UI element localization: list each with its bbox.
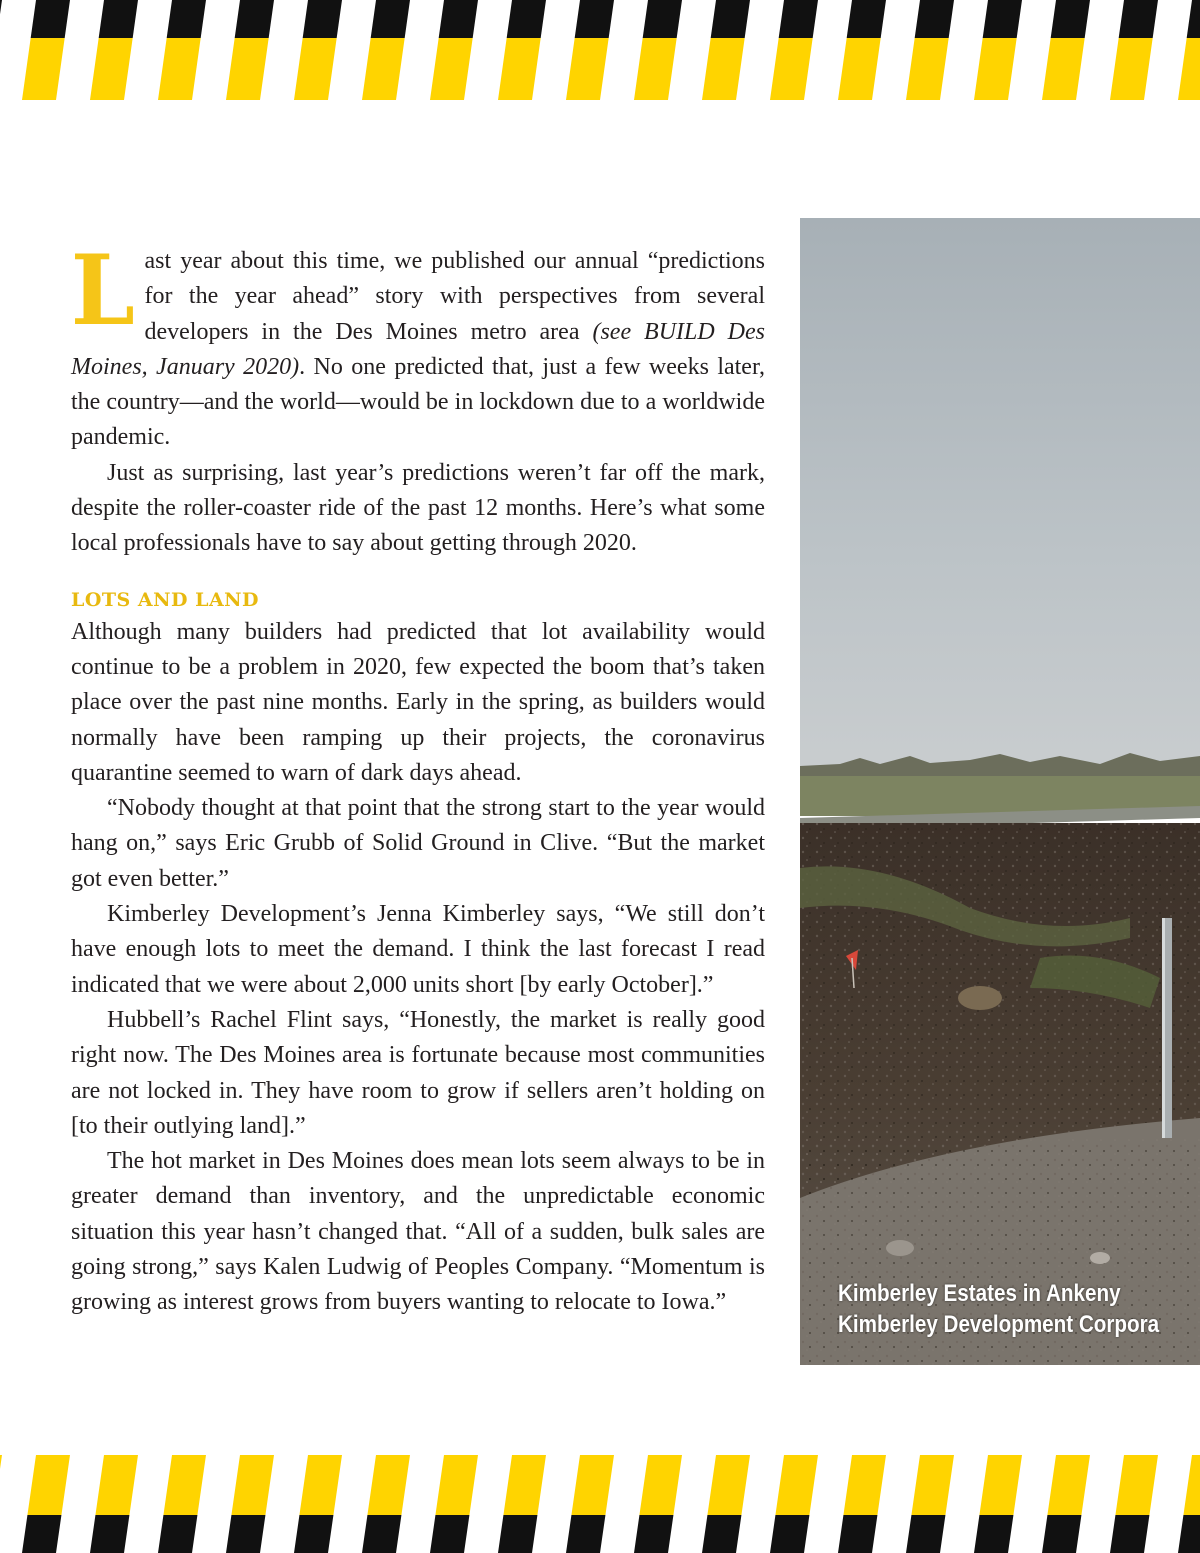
kimberley-estates-photo bbox=[800, 218, 1200, 1365]
top-caution-stripe bbox=[0, 0, 1200, 100]
intro-text-a: ast year about this time, we published our annual “predictions for the year ahead” story with perspectives from several developers in the Des Moines metro area bbox=[144, 248, 765, 345]
article-body bbox=[70, 234, 766, 1321]
photo-caption bbox=[838, 1278, 1200, 1340]
bottom-stripe-graphic bbox=[0, 1455, 1200, 1553]
paragraph-6: Hubbell’s Rachel Flint says, “Honestly, the market is really good right now. The Des Moines area is fortunate because most communities are not locked in. They have room to grow if sellers aren’t holding on [to their outlying land].” bbox=[71, 1006, 765, 1139]
top-stripe-graphic bbox=[0, 0, 1200, 100]
paragraph-2: Just as surprising, last year’s predictions weren’t far off the mark, despite the roller-coaster ride of the past 12 months. Here’s what some local professionals have to say about getting through 2020. bbox=[71, 459, 765, 557]
section-heading-lots-and-land: LOTS AND LAND bbox=[71, 588, 260, 611]
caption-line-1: Kimberley Estates in Ankeny bbox=[838, 1280, 1121, 1307]
drop-cap: L bbox=[70, 234, 135, 347]
intro-text-b: . No one predicted that, just a few weeks later, the country—and the world—would be in lockdown due to a worldwide pandemic. bbox=[71, 353, 765, 451]
bottom-caution-stripe bbox=[0, 1455, 1200, 1553]
landscape-illustration bbox=[800, 218, 1200, 1365]
paragraph-5: Kimberley Development’s Jenna Kimberley says, “We still don’t have enough lots to meet the demand. I think the last forecast I read indicated that we were about 2,000 units short [by early October].” bbox=[71, 901, 765, 998]
paragraph-3: Although many builders had predicted that lot availability would continue to be a problem in 2020, few expected the boom that’s taken place over the past nine months. Early in the spring, as builders would normally have been ramping up their projects, the coronavirus quarantine seemed to warn of dark days ahead. bbox=[71, 618, 765, 786]
paragraph-7: The hot market in Des Moines does mean lots seem always to be in greater demand than inventory, and the unpredictable economic situation this year hasn’t changed that. “All of a sudden, bulk sales are going strong,” says Kalen Ludwig of Peoples Company. “Momentum is growing as interest grows from buyers wanting to relocate to Iowa.” bbox=[71, 1148, 765, 1316]
caption-line-2: Kimberley Development Corpora bbox=[838, 1311, 1160, 1338]
paragraph-4: “Nobody thought at that point that the strong start to the year would hang on,” says Eric Grubb of Solid Ground in Clive. “But the market got even better.” bbox=[71, 795, 765, 892]
intro-paragraph bbox=[70, 234, 766, 456]
intro-reference: (see BUILD Des Moines, January 2020) bbox=[71, 318, 766, 380]
